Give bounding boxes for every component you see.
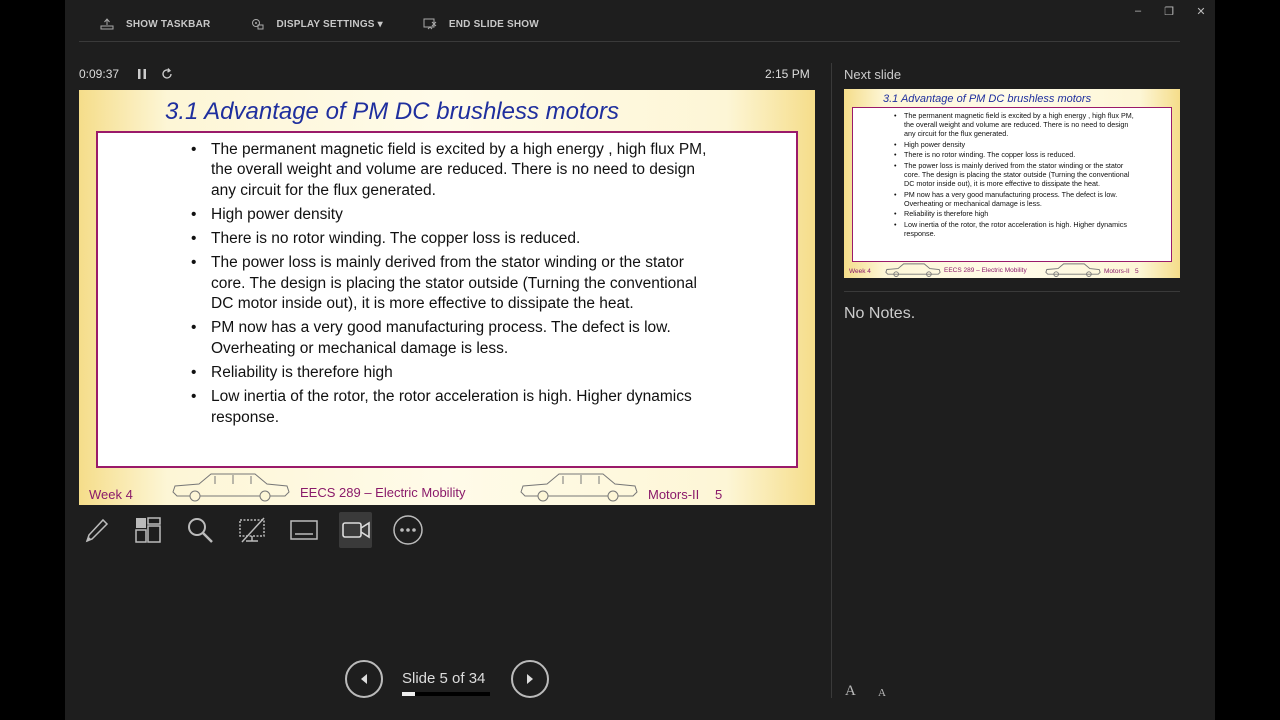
- slide-bullet-list: [191, 140, 721, 432]
- restart-timer-icon[interactable]: [160, 67, 174, 81]
- camera-button[interactable]: [339, 512, 372, 548]
- display-settings-label: DISPLAY SETTINGS ▾: [276, 18, 383, 30]
- list-item: • There is no rotor winding. The copper loss is reduced.: [894, 150, 1134, 159]
- pen-tool-button[interactable]: [79, 512, 112, 548]
- next-slide-preview[interactable]: [844, 89, 1180, 278]
- next-slide-footer-page: 5: [1135, 268, 1139, 275]
- list-item: • The permanent magnetic field is excited by a high energy , high flux PM, the overall weight and volume are reduced. There is no need to design any circuit for the flux generated.: [191, 140, 721, 201]
- end-slide-show-button[interactable]: [423, 17, 539, 31]
- next-slide-button[interactable]: [511, 660, 549, 698]
- arrow-left-icon: [358, 673, 370, 685]
- list-item: • Low inertia of the rotor, the rotor acceleration is high. Higher dynamics response.: [894, 220, 1134, 238]
- see-all-slides-button[interactable]: [131, 512, 164, 548]
- car-illustration-left: [169, 470, 293, 502]
- end-slide-show-label: END SLIDE SHOW: [448, 18, 539, 30]
- slide-footer: [79, 468, 815, 505]
- next-slide-bullet-list: [894, 111, 1134, 240]
- footer-topic: Motors-II: [648, 487, 700, 502]
- increase-font-button[interactable]: A: [845, 683, 856, 699]
- car-illustration-small-right: [1044, 262, 1102, 277]
- footer-course: EECS 289 – Electric Mobility: [300, 485, 466, 500]
- list-item: • The power loss is mainly derived from the stator winding or the stator core. The design is placing the stator outside (Turning the conventional DC motor inside out), it is more effective to dissipate the heat.: [894, 161, 1134, 188]
- list-item: • PM now has a very good manufacturing process. The defect is low. Overheating or mechanical damage is less.: [894, 190, 1134, 208]
- minimize-button[interactable]: –: [1134, 5, 1142, 17]
- footer-page-number: 5: [715, 487, 723, 502]
- slide-tools: [79, 512, 443, 548]
- black-screen-button[interactable]: [235, 512, 268, 548]
- video-camera-icon: [341, 515, 371, 545]
- slide-title: 3.1 Advantage of PM DC brushless motors: [165, 98, 619, 125]
- grid-icon: [133, 515, 163, 545]
- list-item: • High power density: [191, 205, 721, 225]
- list-item: • Low inertia of the rotor, the rotor acceleration is high. Higher dynamics response.: [191, 387, 721, 428]
- previous-slide-button[interactable]: [345, 660, 383, 698]
- list-item: • Reliability is therefore high: [894, 209, 1134, 218]
- zoom-button[interactable]: [183, 512, 216, 548]
- close-button[interactable]: ✕: [1196, 5, 1206, 18]
- taskbar-icon: [100, 17, 114, 31]
- pause-timer-icon[interactable]: [137, 68, 147, 80]
- pen-icon: [81, 515, 111, 545]
- arrow-right-icon: [524, 673, 536, 685]
- monitor-slash-icon: [237, 515, 267, 545]
- restore-button[interactable]: ❐: [1164, 5, 1174, 18]
- magnifier-icon: [185, 515, 215, 545]
- more-options-button[interactable]: [391, 512, 424, 548]
- next-slide-footer-course: EECS 289 – Electric Mobility: [944, 267, 1027, 274]
- footer-week: Week 4: [89, 487, 133, 502]
- car-illustration-right: [517, 470, 641, 502]
- slide-progress-bar: [402, 692, 490, 696]
- subtitles-icon: [289, 515, 319, 545]
- next-slide-title: 3.1 Advantage of PM DC brushless motors: [883, 93, 1092, 105]
- next-slide-label: Next slide: [844, 67, 902, 82]
- presenter-toolbar: [100, 14, 579, 34]
- list-item: • High power density: [894, 140, 1134, 149]
- list-item: • PM now has a very good manufacturing process. The defect is low. Overheating or mechanical damage is less.: [191, 318, 721, 359]
- elapsed-timer: 0:09:37: [79, 67, 120, 81]
- more-icon: [392, 514, 424, 546]
- slide-progress-fill: [402, 692, 415, 696]
- car-illustration-small-left: [884, 262, 942, 277]
- decrease-font-button[interactable]: A: [878, 687, 886, 699]
- next-slide-footer-week: Week 4: [849, 268, 871, 275]
- end-slide-show-icon: [423, 17, 437, 31]
- display-settings-button[interactable]: [250, 17, 382, 31]
- subtitles-button[interactable]: [287, 512, 320, 548]
- speaker-notes[interactable]: No Notes.: [844, 305, 916, 322]
- current-slide[interactable]: [79, 90, 815, 505]
- list-item: • Reliability is therefore high: [191, 363, 721, 383]
- current-time: 2:15 PM: [765, 67, 810, 81]
- slide-counter[interactable]: Slide 5 of 34: [402, 670, 486, 687]
- list-item: • The power loss is mainly derived from the stator winding or the stator core. The design is placing the stator outside (Turning the conventional DC motor inside out), it is more effective to dissipate the heat.: [191, 253, 721, 314]
- notes-divider: [844, 291, 1180, 292]
- list-item: • There is no rotor winding. The copper loss is reduced.: [191, 229, 721, 249]
- panel-divider[interactable]: [831, 63, 832, 698]
- list-item: • The permanent magnetic field is excited by a high energy , high flux PM, the overall weight and volume are reduced. There is no need to design any circuit for the flux generated.: [894, 111, 1134, 138]
- show-taskbar-label: SHOW TASKBAR: [126, 18, 211, 30]
- toolbar-divider: [79, 41, 1180, 42]
- next-slide-footer-topic: Motors-II: [1104, 268, 1130, 275]
- show-taskbar-button[interactable]: [100, 17, 210, 31]
- display-settings-icon: [250, 17, 264, 31]
